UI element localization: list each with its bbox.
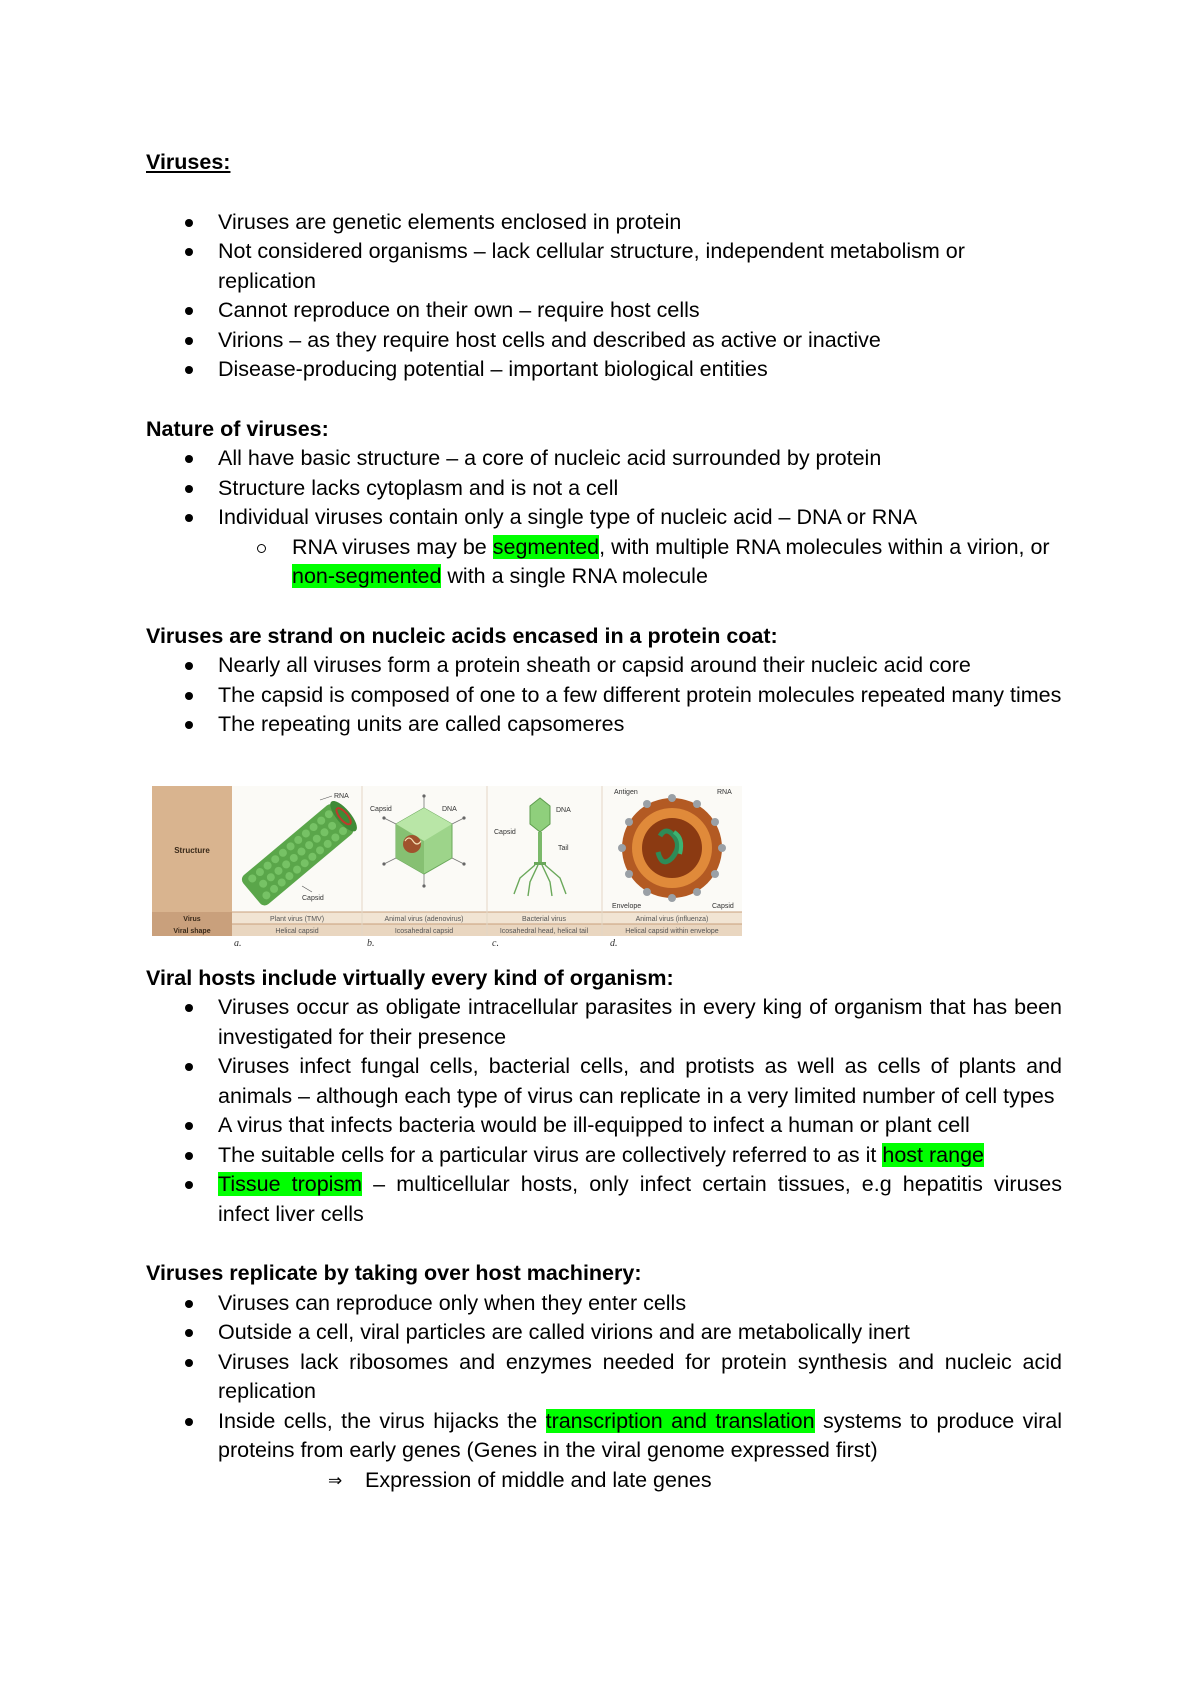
virus-name: Plant virus (TMV) (269, 916, 325, 923)
label-capsid: Capsid (712, 903, 734, 910)
arrow-text: Expression of middle and late genes (365, 1467, 712, 1492)
panel-letter: c. (492, 938, 499, 949)
row-label-structure: Structure (174, 846, 210, 855)
list-item: All have basic structure – a core of nucleic acid surrounded by protein (146, 444, 1062, 474)
text-segment: The suitable cells for a particular virus are collectively referred to as it (218, 1142, 883, 1167)
list-item: Viruses occur as obligate intracellular parasites in every king of organism that has been investigated for their presence (146, 993, 1062, 1052)
heading-viral-hosts: Viral hosts include virtually every kind of organism: (146, 965, 674, 990)
virus-name: Bacterial virus (522, 916, 566, 923)
virus-name: Animal virus (adenovirus) (384, 916, 464, 923)
list-item: Viruses infect fungal cells, bacterial cells, and protists as well as cells of plants and animals – although each type of virus can replicate in a very limited number of cell types (146, 1052, 1062, 1111)
label-rna: RNA (717, 789, 732, 796)
viral-shape: Helical capsid (275, 928, 319, 935)
text-segment: – multicellular hosts, only infect certain tissues, e.g hepatitis viruses infect liver cells (218, 1172, 1063, 1226)
panel-letter: a. (234, 938, 242, 949)
highlight-non-segmented: non-segmented (292, 564, 442, 588)
protein-coat-list (146, 651, 1062, 740)
label-capsid: Capsid (494, 829, 516, 836)
text-segment: RNA viruses may be (292, 534, 493, 559)
virus-name: Animal virus (influenza) (635, 916, 709, 923)
heading-protein-coat: Viruses are strand on nucleic acids encased in a protein coat: (146, 623, 778, 648)
text-segment: Inside cells, the virus hijacks the (218, 1408, 546, 1433)
list-item: Structure lacks cytoplasm and is not a cell (146, 474, 1062, 504)
replication-list (146, 1289, 1062, 1466)
row-label-virus: Virus (183, 916, 201, 923)
list-item: A virus that infects bacteria would be ill-equipped to infect a human or plant cell (146, 1111, 1062, 1141)
virus-structure-diagram (152, 786, 742, 936)
list-item (146, 1170, 1062, 1229)
text-segment: with a single RNA molecule (441, 564, 708, 588)
highlight-host-range: host range (882, 1142, 984, 1167)
list-item: Disease-producing potential – important biological entities (146, 355, 1062, 385)
highlight-transcription-translation: transcription and translation (545, 1408, 815, 1433)
text-segment: , with multiple RNA molecules within a virion, or (599, 534, 1050, 559)
heading-nature-of-viruses: Nature of viruses: (146, 416, 329, 441)
label-rna: RNA (334, 793, 349, 800)
list-item: Nearly all viruses form a protein sheath or capsid around their nucleic acid core (146, 651, 1062, 681)
highlight-segmented: segmented (492, 534, 600, 559)
label-antigen: Antigen (614, 789, 638, 796)
viral-shape: Icosahedral head, helical tail (499, 928, 589, 935)
label-capsid: Capsid (302, 895, 324, 902)
viruses-list (146, 208, 1062, 385)
arrow-line (146, 1466, 1062, 1496)
heading-replication: Viruses replicate by taking over host machinery: (146, 1261, 642, 1285)
list-item: Virions – as they require host cells and described as active or inactive (146, 326, 1062, 356)
list-item: Not considered organisms – lack cellular structure, independent metabolism or replication (146, 237, 1062, 296)
viral-shape: Icosahedral capsid (394, 928, 454, 935)
row-label-shape: Viral shape (173, 928, 211, 935)
text-segment: systems to produce viral proteins from early genes (Genes in the viral genome expressed first) (218, 1408, 1063, 1462)
hosts-list (146, 993, 1062, 1229)
nature-sublist (146, 533, 1062, 592)
nature-list (146, 444, 1062, 533)
label-dna: DNA (556, 807, 571, 814)
implies-arrow-icon: ⇒ (328, 1470, 343, 1490)
list-item: Cannot reproduce on their own – require host cells (146, 296, 1062, 326)
sub-list-item (146, 533, 1062, 592)
heading-viruses: Viruses: (146, 150, 231, 174)
list-item: Viruses are genetic elements enclosed in protein (146, 208, 1062, 238)
list-item: Viruses lack ribosomes and enzymes needed for protein synthesis and nucleic acid replication (146, 1348, 1062, 1407)
virus-structure-figure (152, 786, 742, 952)
highlight-tissue-tropism: Tissue tropism (218, 1172, 363, 1196)
list-item (146, 1407, 1062, 1466)
panel-letter: d. (610, 938, 618, 949)
label-dna: DNA (442, 806, 457, 813)
list-item: Viruses can reproduce only when they enter cells (146, 1289, 1062, 1319)
label-envelope: Envelope (612, 903, 642, 910)
list-item: Individual viruses contain only a single type of nucleic acid – DNA or RNA (146, 503, 1062, 533)
list-item: The capsid is composed of one to a few different protein molecules repeated many times (146, 681, 1062, 711)
label-tail: Tail (558, 845, 569, 852)
panel-letter: b. (367, 938, 375, 949)
list-item (146, 1141, 1062, 1171)
viral-shape: Helical capsid within envelope (625, 928, 719, 935)
list-item: The repeating units are called capsomeres (146, 710, 1062, 740)
label-capsid: Capsid (370, 806, 392, 813)
list-item: Outside a cell, viral particles are called virions and are metabolically inert (146, 1318, 1062, 1348)
